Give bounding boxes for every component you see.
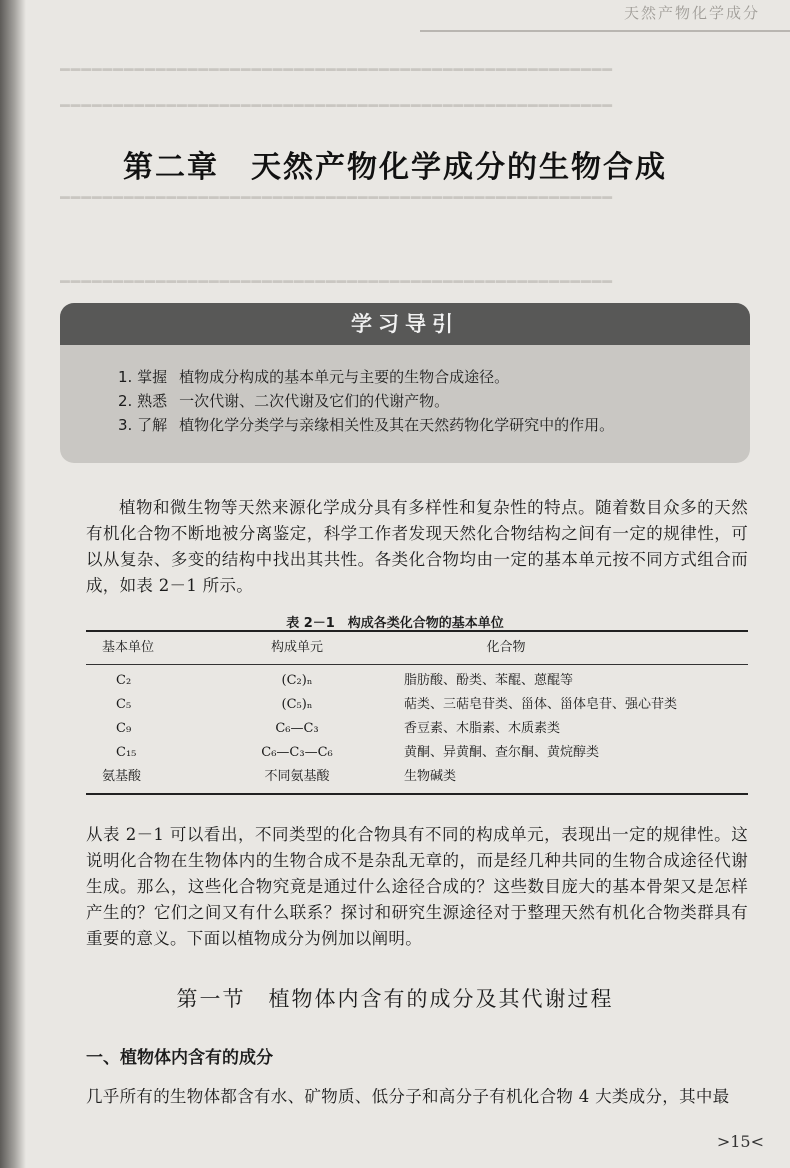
table-cell: C₆—C₃—C₆ (261, 745, 333, 760)
table-cell: C₁₅ (116, 745, 137, 760)
table-cell: 萜类、三萜皂苷类、甾体、甾体皂苷、强心苷类 (404, 697, 678, 712)
guide-item-level: 2. 熟悉 (118, 392, 168, 410)
table-cell: 脂肪酸、酚类、苯醌、蒽醌等 (404, 673, 574, 688)
table-cell: (C₅)ₙ (281, 697, 313, 712)
intro-paragraph: 植物和微生物等天然来源化学成分具有多样性和复杂性的特点。随着数目众多的天然有机化合物不断地被分离鉴定，科学工作者发现天然化合物结构之间有一定的规律性，可以从复杂、多变的结构中找出其共性。各类化合物均由一定的基本单元按不同方式组合而成，如表 2－1 所示。 (86, 498, 748, 595)
guide-item-text: 植物成分构成的基本单元与主要的生物合成途径。 (179, 368, 510, 386)
bleed-through-text: ━━━━━━━━━━━━━━━━━━━━━━━━━━━━━━━━━━━━━━━━━━━━━━━━━━━━ (60, 272, 613, 291)
discussion-paragraph: 从表 2－1 可以看出，不同类型的化合物具有不同的构成单元，表现出一定的规律性。这说明化合物在生物体内的生物合成不是杂乱无章的，而是经几种共同的生物合成途径代谢生成。那么，这些化合物究竟是通过什么途径合成的？这些数目庞大的基本骨架又是怎样产生的？它们之间又有什么联系？探讨和研究生源途径对于整理天然有机化合物类群具有重要的意义。下面以植物成分为例加以阐明。 (86, 825, 748, 948)
table-row (86, 717, 748, 741)
table-cell: C₅ (116, 697, 132, 712)
table-row (86, 765, 748, 789)
table-row (86, 741, 748, 765)
page-number: >15< (716, 1132, 764, 1151)
table-cell: 香豆素、木脂素、木质素类 (404, 721, 561, 736)
table-cell: C₉ (116, 721, 132, 736)
table-cell: 氨基酸 (102, 769, 142, 784)
bleed-through-text: ━━━━━━━━━━━━━━━━━━━━━━━━━━━━━━━━━━━━━━━━━━━━━━━━━━━━ (60, 60, 613, 79)
table-header-row (86, 632, 748, 665)
table-row (86, 669, 748, 693)
last-paragraph: 几乎所有的生物体都含有水、矿物质、低分子和高分子有机化合物 4 大类成分，其中最 (86, 1087, 730, 1106)
section-title: 第一节 植物体内含有的成分及其代谢过程 (176, 987, 614, 1011)
building-units-table (86, 630, 748, 795)
table-cell: C₂ (116, 673, 132, 688)
subsection-title: 一、植物体内含有的成分 (86, 1048, 273, 1068)
table-row (86, 693, 748, 717)
table-header-cell: 化合物 (486, 640, 526, 655)
guide-item-text: 一次代谢、二次代谢及它们的代谢产物。 (179, 392, 450, 410)
running-head (420, 0, 790, 32)
running-head-text: 天然产物化学成分 (623, 4, 760, 22)
table-header-cell: 基本单位 (102, 640, 155, 655)
table-cell: 生物碱类 (404, 769, 457, 784)
table-header-cell: 构成单元 (270, 640, 323, 655)
chapter-title: 第二章 天然产物化学成分的生物合成 (123, 150, 667, 185)
guide-item-level: 1. 掌握 (118, 368, 168, 386)
guide-item (118, 413, 614, 437)
guide-item (118, 365, 614, 389)
table-cell: C₆—C₃ (275, 721, 319, 736)
guide-item (118, 389, 614, 413)
learning-guide-box (60, 303, 750, 463)
guide-item-level: 3. 了解 (118, 416, 168, 434)
bleed-through-text: ━━━━━━━━━━━━━━━━━━━━━━━━━━━━━━━━━━━━━━━━━━━━━━━━━━━━ (60, 96, 613, 115)
table-cell: 不同氨基酸 (264, 769, 330, 784)
table-caption: 表 2－1 构成各类化合物的基本单位 (286, 616, 504, 631)
learning-guide-title: 学习导引 (60, 303, 750, 345)
table-cell: 黄酮、异黄酮、查尔酮、黄烷醇类 (404, 745, 600, 760)
guide-item-text: 植物化学分类学与亲缘相关性及其在天然药物化学研究中的作用。 (179, 416, 615, 434)
table-cell: (C₂)ₙ (281, 673, 313, 688)
learning-guide-list (118, 365, 614, 437)
bleed-through-text: ━━━━━━━━━━━━━━━━━━━━━━━━━━━━━━━━━━━━━━━━━━━━━━━━━━━━ (60, 188, 613, 207)
